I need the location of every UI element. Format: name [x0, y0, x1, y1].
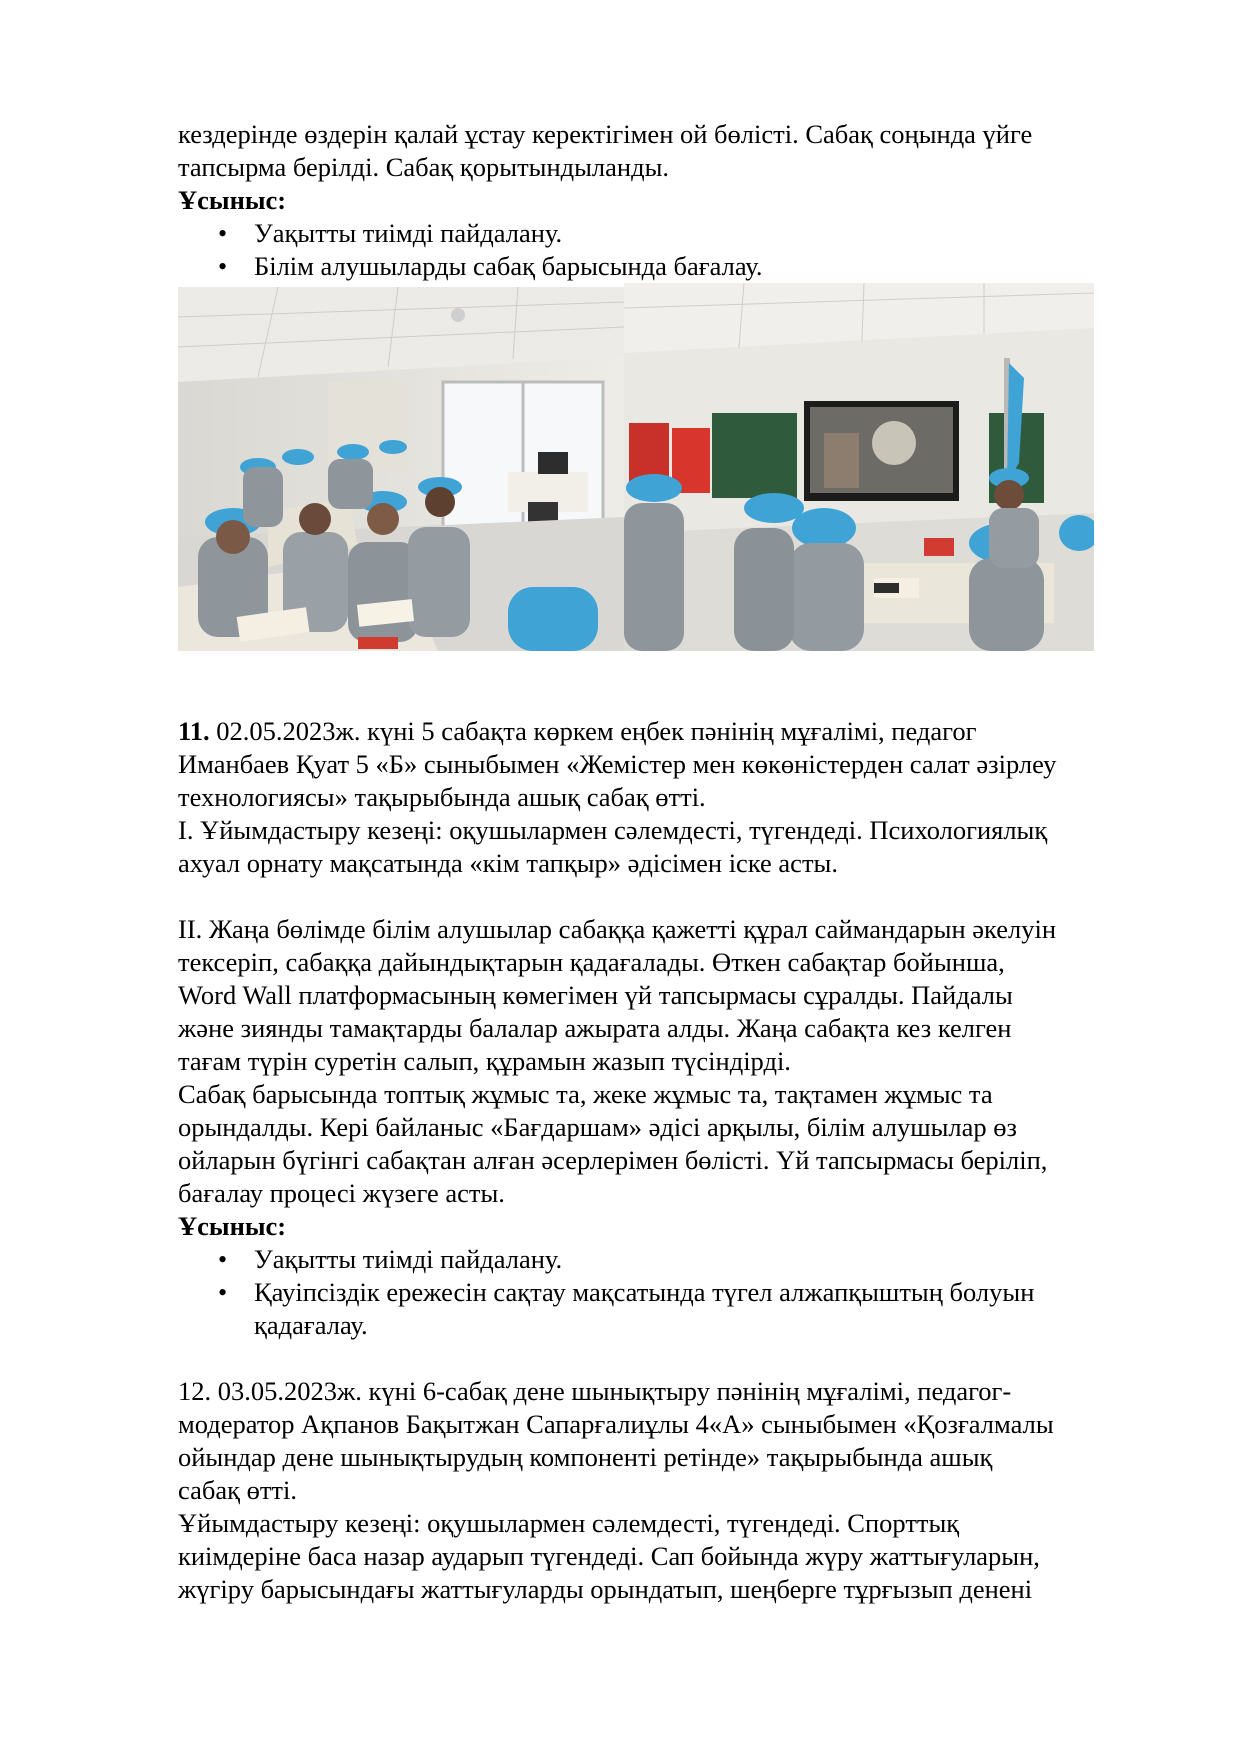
- section-11-number: 11.: [178, 716, 210, 746]
- list-item: • Уақытты тиімді пайдалану.: [178, 217, 1178, 250]
- section-11-para-line: тағам түрін суретін салып, құрамын жазып түсіндірді.: [178, 1046, 791, 1076]
- section-12-line: киімдеріне баса назар аударып түгендеді. Сап бойында жүру жаттығуларын,: [178, 1541, 1040, 1571]
- section-11-first-line: [178, 715, 1178, 748]
- page-content: [178, 118, 1178, 1606]
- section-11-para-line: Сабақ барысында топтық жұмыс та, жеке жұмыс та, тақтамен жұмыс та: [178, 1079, 993, 1109]
- section-11-para-line: ойларын бүгінгі сабақтан алған әсерлерімен бөлісті. Үй тапсырмасы беріліп,: [178, 1145, 1048, 1175]
- recommendation-heading-1: Ұсыныс:: [178, 185, 287, 215]
- classroom-photo-left-image: [178, 287, 624, 651]
- intro-line-1: кездерінде өздерін қалай ұстау керектігімен ой бөлісті. Сабақ соңында үйге: [178, 119, 1033, 149]
- section-12-line: модератор Ақпанов Бақытжан Сапарғалиұлы 4«А» сыныбымен «Қозғалмалы: [178, 1409, 1054, 1439]
- section-11-para-line: Word Wall платформасының көмегімен үй тапсырмасы сұралды. Пайдалы: [178, 980, 1013, 1010]
- list-item: [178, 1276, 1178, 1342]
- section-12-line: 12. 03.05.2023ж. күні 6-сабақ дене шынықтыру пәнінің мұғалімі, педагог-: [178, 1376, 1012, 1406]
- recommendation-heading-2: Ұсыныс:: [178, 1211, 287, 1241]
- photo-strip: [178, 287, 1178, 655]
- section-11-line: технологиясы» тақырыбында ашық сабақ өтті.: [178, 782, 706, 812]
- classroom-photo-right-image: [624, 283, 1094, 651]
- section-11-para-line: және зиянды тамақтарды балалар ажырата алды. Жаңа сабақта кез келген: [178, 1013, 1012, 1043]
- section-11-lead: 02.05.2023ж. күні 5 сабақта көркем еңбек пәнінің мұғалімі, педагог: [209, 716, 977, 746]
- section-12-line: Ұйымдастыру кезеңі: оқушылармен сәлемдесті, түгендеді. Спорттық: [178, 1508, 960, 1538]
- section-11-para-line: ІІ. Жаңа бөлімде білім алушылар сабаққа қажетті құрал саймандарын әкелуін: [178, 914, 1057, 944]
- list-item-text: Қауіпсіздік ережесін сақтау мақсатында түгел алжапқыштың болуын: [254, 1277, 1035, 1307]
- classroom-photo-left: [178, 287, 624, 651]
- list-item: • Уақытты тиімді пайдалану.: [178, 1243, 1178, 1276]
- recommendation-list-2: [178, 1243, 1178, 1342]
- section-12-line: жүгіру барысындағы жаттығуларды орындатып, шеңберге тұрғызып денені: [178, 1574, 1033, 1604]
- section-11-para-line: орындалды. Кері байланыс «Бағдаршам» әдісі арқылы, білім алушылар өз: [178, 1112, 1017, 1142]
- section-11-line: Иманбаев Қуат 5 «Б» сыныбымен «Жемістер мен көкөністерден салат әзірлеу: [178, 749, 1057, 779]
- intro-line-2: тапсырма берілді. Сабақ қорытындыланды.: [178, 152, 670, 182]
- recommendation-list-1: [178, 217, 1178, 283]
- section-12-line: сабақ өтті.: [178, 1475, 297, 1505]
- section-11-line: І. Ұйымдастыру кезеңі: оқушылармен сәлемдесті, түгендеді. Психологиялық: [178, 815, 1048, 845]
- section-11-line: ахуал орнату мақсатында «кім тапқыр» әдісімен іске асты.: [178, 848, 838, 878]
- section-12-line: ойындар дене шынықтырудың компоненті ретінде» тақырыбында ашық: [178, 1442, 993, 1472]
- classroom-photo-right: [624, 283, 1094, 651]
- list-item: • Білім алушыларды сабақ барысында бағалау.: [178, 250, 1178, 283]
- section-11-para-line: бағалау процесі жүзеге асты.: [178, 1178, 505, 1208]
- list-item-text: қадағалау.: [254, 1310, 368, 1340]
- section-11-para-line: тексеріп, сабаққа дайындықтарын қадағалады. Өткен сабақтар бойынша,: [178, 947, 1005, 977]
